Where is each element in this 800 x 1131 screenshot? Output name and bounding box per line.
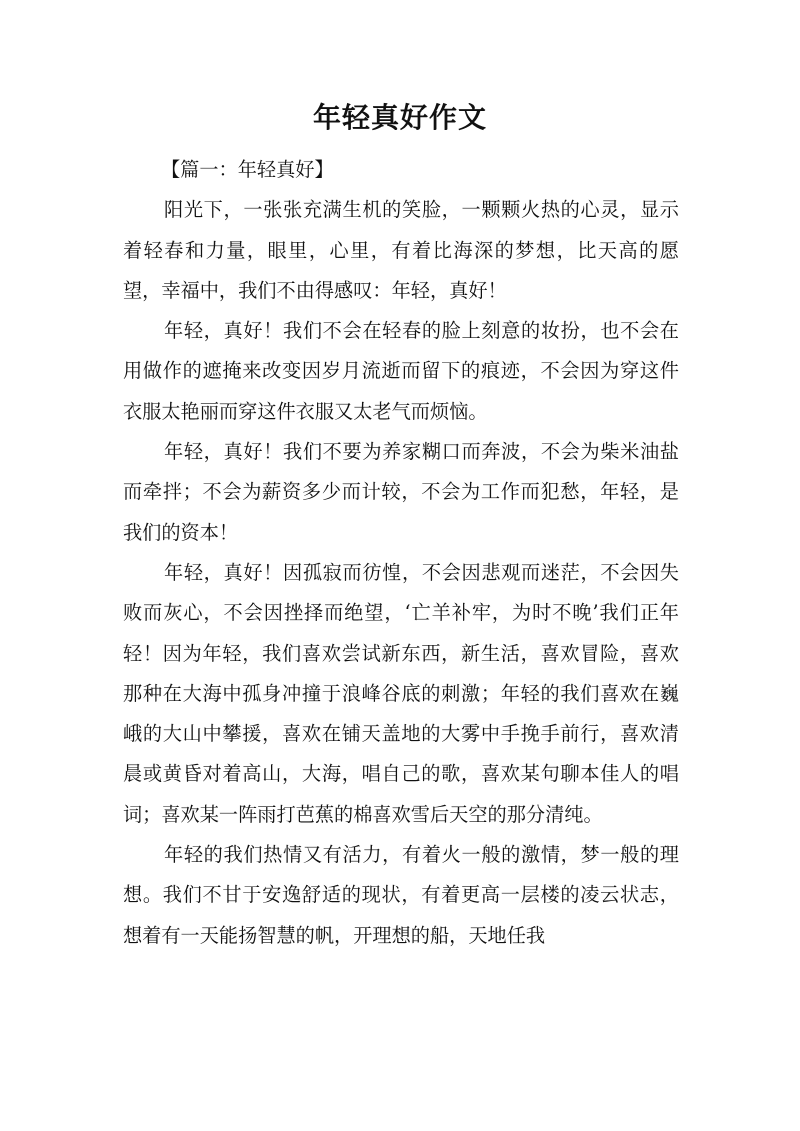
paragraph: 年轻，真好！我们不要为养家糊口而奔波，不会为柴米油盐而牵拌；不会为薪资多少而计较，不会为工作而犯愁，年轻，是我们的资本！ bbox=[123, 440, 679, 544]
paragraph: 年轻的我们热情又有活力，有着火一般的激情，梦一般的理想。我们不甘于安逸舒适的现状，有着更高一层楼的凌云状志，想着有一天能扬智慧的帆，开理想的船，天地任我 bbox=[123, 843, 679, 947]
paragraph: 年轻，真好！我们不会在轻春的脸上刻意的妆扮，也不会在用做作的遮掩来改变因岁月流逝而留下的痕迹，不会因为穿这件衣服太艳丽而穿这件衣服又太老气而烦恼。 bbox=[123, 319, 679, 423]
document-body bbox=[123, 150, 679, 956]
paragraph: 年轻，真好！因孤寂而彷惶，不会因悲观而迷茫，不会因失败而灰心，不会因挫择而绝望，‘亡羊补牢，为时不晚’我们正年轻！因为年轻，我们喜欢尝试新东西，新生活，喜欢冒险，喜欢那种在大海中孤身冲撞于浪峰谷底的刺激；年轻的我们喜欢在巍峨的大山中攀援，喜欢在铺天盖地的大雾中手挽手前行，喜欢清晨或黄昏对着高山，大海，唱自己的歌，喜欢某句聊本佳人的唱词；喜欢某一阵雨打芭蕉的棉喜欢雪后天空的那分清纯。 bbox=[123, 560, 679, 826]
document-title: 年轻真好作文 bbox=[312, 101, 487, 134]
paragraph: 阳光下，一张张充满生机的笑脸，一颗颗火热的心灵，显示着轻春和力量，眼里，心里，有着比海深的梦想，比天高的愿望，幸福中，我们不由得感叹：年轻，真好！ bbox=[123, 198, 679, 302]
section-heading: 【篇一：年轻真好】 bbox=[161, 158, 334, 181]
